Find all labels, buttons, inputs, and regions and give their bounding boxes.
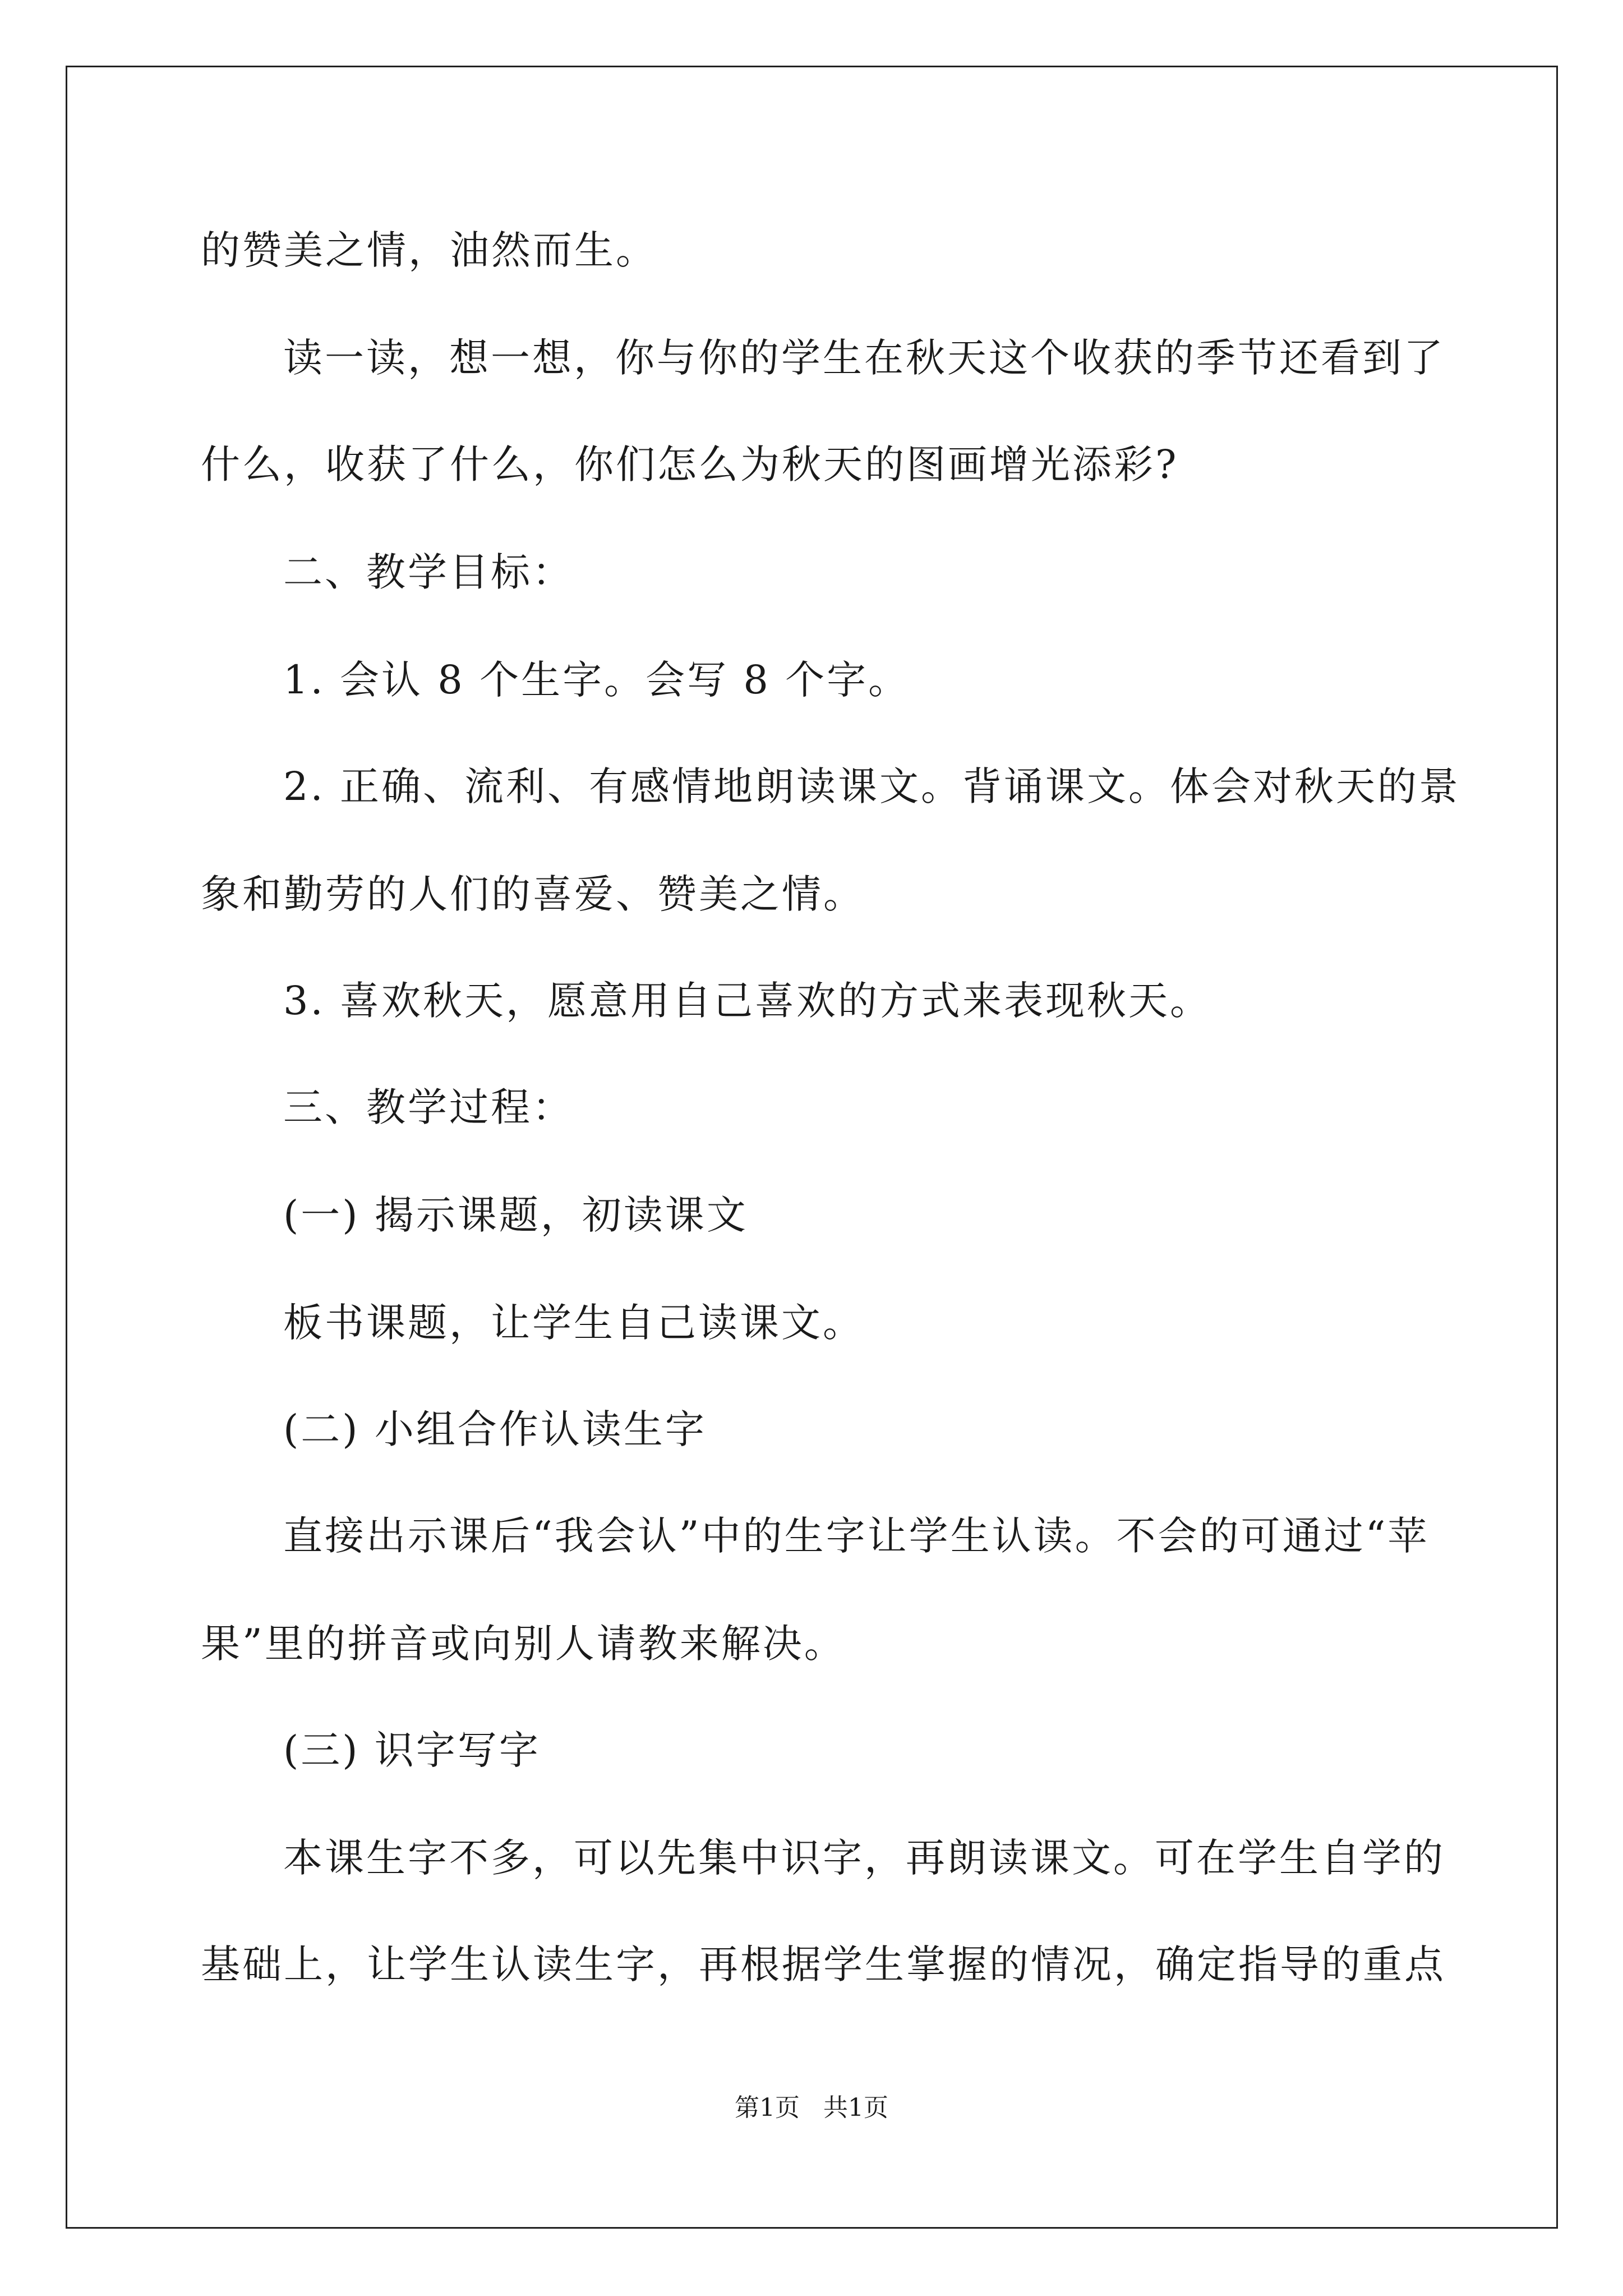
list-item: 1. 会认 8 个生字。会写 8 个字。 (283, 657, 910, 703)
paragraph-line: 什么，收获了什么，你们怎么为秋天的图画增光添彩? (201, 441, 1179, 487)
paragraph-line: 读一读，想一想，你与你的学生在秋天这个收获的季节还看到了 (283, 335, 1445, 381)
page-footer: 第1页 共1页 (735, 2093, 888, 2122)
subsection-heading: (二) 小组合作认读生字 (283, 1406, 707, 1452)
subsection-heading: (一) 揭示课题，初读课文 (283, 1192, 748, 1238)
paragraph-line: 的赞美之情，油然而生。 (201, 227, 657, 273)
paragraph-line: 果”里的拼音或向别人请教来解决。 (201, 1621, 846, 1667)
paragraph-line: 象和勤劳的人们的喜爱、赞美之情。 (201, 871, 865, 917)
paragraph-line: 板书课题，让学生自己读课文。 (283, 1300, 864, 1346)
paragraph-line: 本课生字不多，可以先集中识字，再朗读课文。可在学生自学的 (283, 1835, 1445, 1881)
section-heading: 三、教学过程： (283, 1084, 574, 1130)
paragraph-line: 直接出示课后“我会认”中的生字让学生认读。不会的可通过“苹 (283, 1513, 1430, 1559)
list-item: 3. 喜欢秋天，愿意用自己喜欢的方式来表现秋天。 (283, 978, 1212, 1024)
page-border (66, 66, 1558, 2229)
subsection-heading: (三) 识字写字 (283, 1727, 541, 1773)
paragraph-line: 基础上，让学生认读生字，再根据学生掌握的情况，确定指导的重点 (201, 1941, 1446, 1987)
section-heading: 二、教学目标： (283, 549, 574, 595)
list-item: 2. 正确、流利、有感情地朗读课文。背诵课文。体会对秋天的景 (283, 763, 1461, 809)
